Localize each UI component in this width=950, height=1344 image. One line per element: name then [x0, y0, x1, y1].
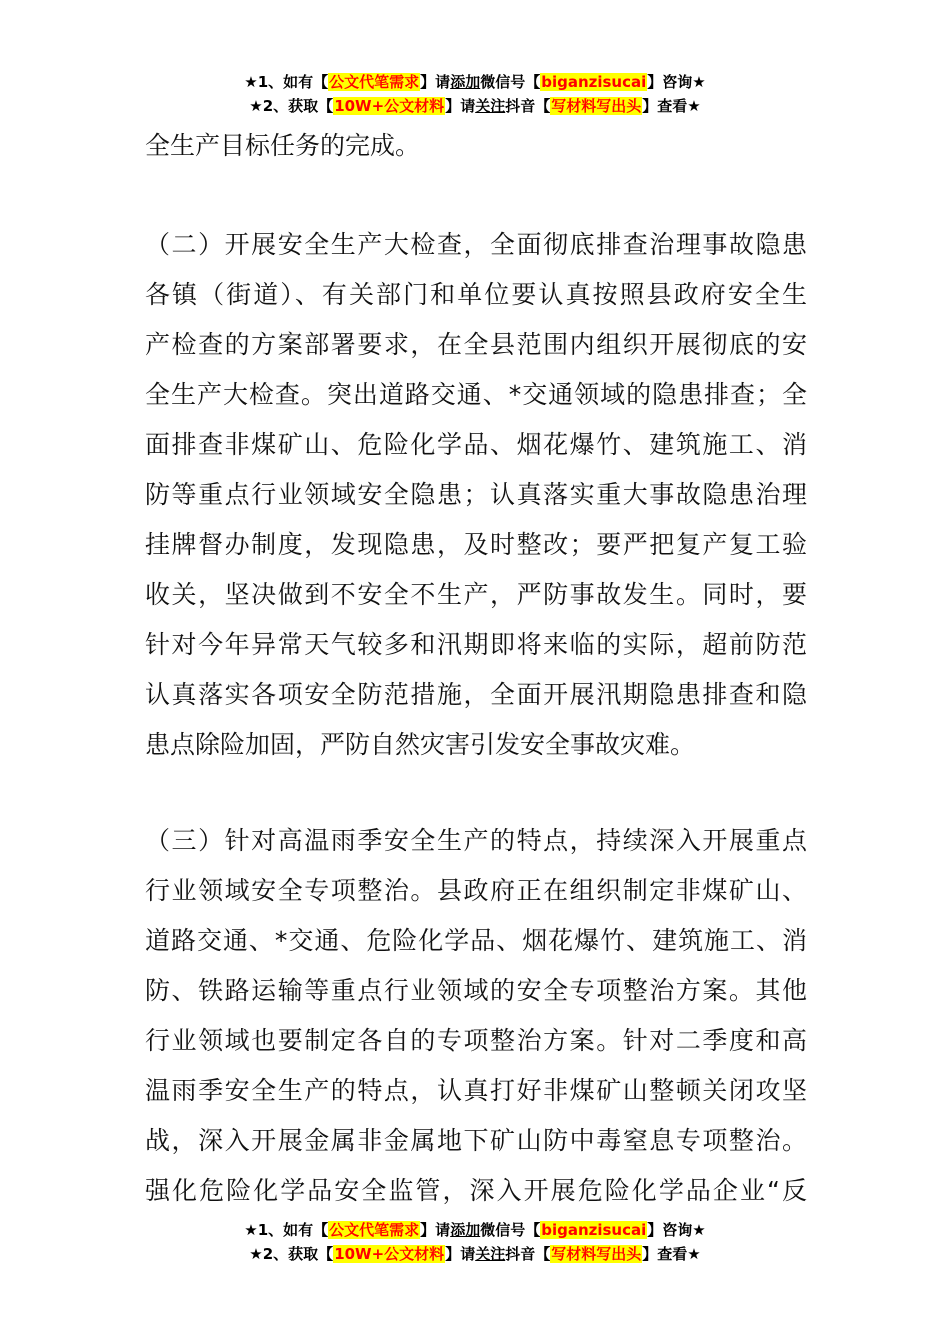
banner-text: ★2、获取【 [249, 1245, 334, 1263]
banner-text: ★1、如有【 [244, 73, 329, 91]
highlight-account: 写材料写出头 [551, 1245, 642, 1263]
banner-text: 】请 [445, 97, 476, 115]
text-line: 行业领域也要制定各自的专项整治方案。针对二季度和高 [145, 1026, 807, 1055]
text-line: 战，深入开展金属非金属地下矿山防中毒窒息专项整治。 [145, 1126, 807, 1155]
banner-line-1 [0, 70, 950, 94]
text-line: 针对今年异常天气较多和汛期即将来临的实际，超前防范 [145, 630, 807, 659]
banner-text: 】查看★ [642, 1245, 701, 1263]
text-line: （三）针对高温雨季安全生产的特点，持续深入开展重点 [145, 826, 807, 855]
paragraph-section-2 [145, 220, 807, 770]
banner-text: 添加 [450, 73, 481, 91]
highlight-account: 写材料写出头 [551, 97, 642, 115]
banner-text: ★1、如有【 [244, 1221, 329, 1239]
text-line: 道路交通、*交通、危险化学品、烟花爆竹、建筑施工、消 [145, 926, 807, 955]
banner-text: 】咨询★ [647, 1221, 706, 1239]
text-line: 防等重点行业领域安全隐患；认真落实重大事故隐患治理 [145, 480, 807, 509]
text-line: 面排查非煤矿山、危险化学品、烟花爆竹、建筑施工、消 [145, 430, 807, 459]
highlight-service: 公文代笔需求 [329, 73, 420, 91]
banner-text: 关注 [475, 1245, 506, 1263]
highlight-wechat-id: biganzisucai [541, 73, 647, 91]
banner-line-2 [0, 1242, 950, 1266]
text-line: 各镇（街道）、有关部门和单位要认真按照县政府安全生 [145, 280, 807, 309]
banner-text: 】请 [420, 73, 451, 91]
paragraph-section-3 [145, 816, 807, 1216]
paragraph-continuation [145, 121, 807, 171]
text-line: 患点除险加固，严防自然灾害引发安全事故灾难。 [145, 730, 696, 759]
text-line: 全生产大检查。突出道路交通、*交通领域的隐患排查；全 [145, 380, 807, 409]
highlight-materials: 10W+公文材料 [334, 97, 445, 115]
banner-text: 】请 [445, 1245, 476, 1263]
text-line: 收关，坚决做到不安全不生产，严防事故发生。同时，要 [145, 580, 807, 609]
banner-text: 关注 [475, 97, 506, 115]
highlight-wechat-id: biganzisucai [541, 1221, 647, 1239]
banner-text: 】请 [420, 1221, 451, 1239]
text-line: 全生产目标任务的完成。 [145, 131, 421, 160]
banner-text: ★2、获取【 [249, 97, 334, 115]
banner-text: 微信号【 [480, 73, 541, 91]
banner-line-1 [0, 1218, 950, 1242]
text-line: 挂牌督办制度，发现隐患，及时整改；要严把复产复工验 [145, 530, 807, 559]
banner-text: 微信号【 [480, 1221, 541, 1239]
text-line: 行业领域安全专项整治。县政府正在组织制定非煤矿山、 [145, 876, 807, 905]
watermark-banner-top [0, 70, 950, 118]
text-line: 强化危险化学品安全监管，深入开展危险化学品企业“反 [145, 1176, 807, 1205]
text-line: 认真落实各项安全防范措施，全面开展汛期隐患排查和隐 [145, 680, 807, 709]
banner-text: 抖音【 [505, 1245, 551, 1263]
text-line: 温雨季安全生产的特点，认真打好非煤矿山整顿关闭攻坚 [145, 1076, 807, 1105]
text-line: 产检查的方案部署要求，在全县范围内组织开展彻底的安 [145, 330, 807, 359]
highlight-materials: 10W+公文材料 [334, 1245, 445, 1263]
highlight-service: 公文代笔需求 [329, 1221, 420, 1239]
banner-text: 抖音【 [505, 97, 551, 115]
banner-text: 添加 [450, 1221, 481, 1239]
banner-text: 】咨询★ [647, 73, 706, 91]
text-line: 防、铁路运输等重点行业领域的安全专项整治方案。其他 [145, 976, 807, 1005]
text-line: （二）开展安全生产大检查，全面彻底排查治理事故隐患 [145, 230, 807, 259]
banner-line-2 [0, 94, 950, 118]
watermark-banner-bottom [0, 1218, 950, 1266]
banner-text: 】查看★ [642, 97, 701, 115]
